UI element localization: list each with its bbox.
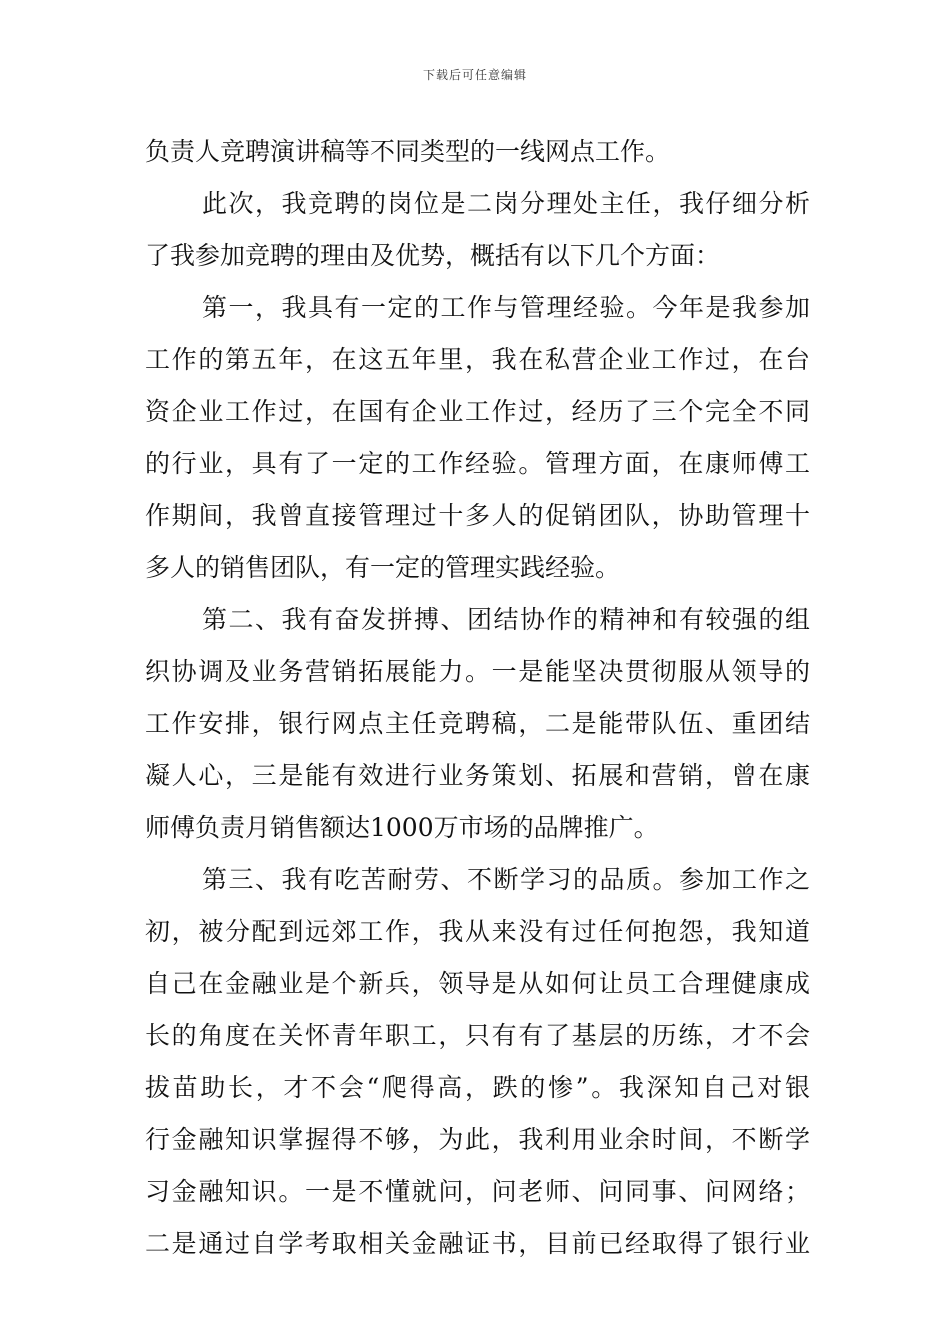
text-line: 长的角度在关怀青年职工，只有有了基层的历练，才不会 xyxy=(145,1021,810,1050)
text-line: 工作安排，银行网点主任竞聘稿，二是能带队伍、重团结 xyxy=(145,709,810,738)
text-line: 师傅负责月销售额达1000万市场的品牌推广。 xyxy=(145,813,659,842)
text-line: 初，被分配到远郊工作，我从来没有过任何抱怨，我知道 xyxy=(145,917,810,946)
text-line: 的行业，具有了一定的工作经验。管理方面，在康师傅工 xyxy=(145,449,810,478)
document-body xyxy=(145,126,810,1270)
text-line: 凝人心，三是能有效进行业务策划、拓展和营销，曾在康 xyxy=(145,761,810,790)
paragraph-first-line: 第三、我有吃苦耐劳、不断学习的品质。参加工作之 xyxy=(202,865,810,894)
text-line: 了我参加竞聘的理由及优势，概括有以下几个方面： xyxy=(145,241,721,270)
paragraph-first-line: 第二、我有奋发拼搏、团结协作的精神和有较强的组 xyxy=(202,605,810,634)
page-header: 下载后可任意编辑 xyxy=(422,68,527,82)
text-line: 二是通过自学考取相关金融证书，目前已经取得了银行业 xyxy=(145,1229,810,1258)
text-line: 工作的第五年，在这五年里，我在私营企业工作过，在台 xyxy=(145,345,810,374)
text-line: 自己在金融业是个新兵，领导是从如何让员工合理健康成 xyxy=(145,969,810,998)
text-line: 资企业工作过，在国有企业工作过，经历了三个完全不同 xyxy=(145,397,810,426)
paragraph-first-line: 此次，我竞聘的岗位是二岗分理处主任，我仔细分析 xyxy=(202,189,810,218)
text-line: 拔苗助长，才不会“爬得高，跌的惨”。我深知自己对银 xyxy=(145,1073,810,1102)
text-line: 多人的销售团队，有一定的管理实践经验。 xyxy=(145,553,621,582)
text-line: 习金融知识。一是不懂就问，问老师、问同事、问网络； xyxy=(145,1177,810,1206)
paragraph-first-line: 第一，我具有一定的工作与管理经验。今年是我参加 xyxy=(202,293,810,322)
text-line: 织协调及业务营销拓展能力。一是能坚决贯彻服从领导的 xyxy=(145,657,810,686)
text-line: 负责人竞聘演讲稿等不同类型的一线网点工作。 xyxy=(145,137,671,166)
text-line: 作期间，我曾直接管理过十多人的促销团队，协助管理十 xyxy=(145,501,810,530)
text-line: 行金融知识掌握得不够，为此，我利用业余时间，不断学 xyxy=(145,1125,810,1154)
